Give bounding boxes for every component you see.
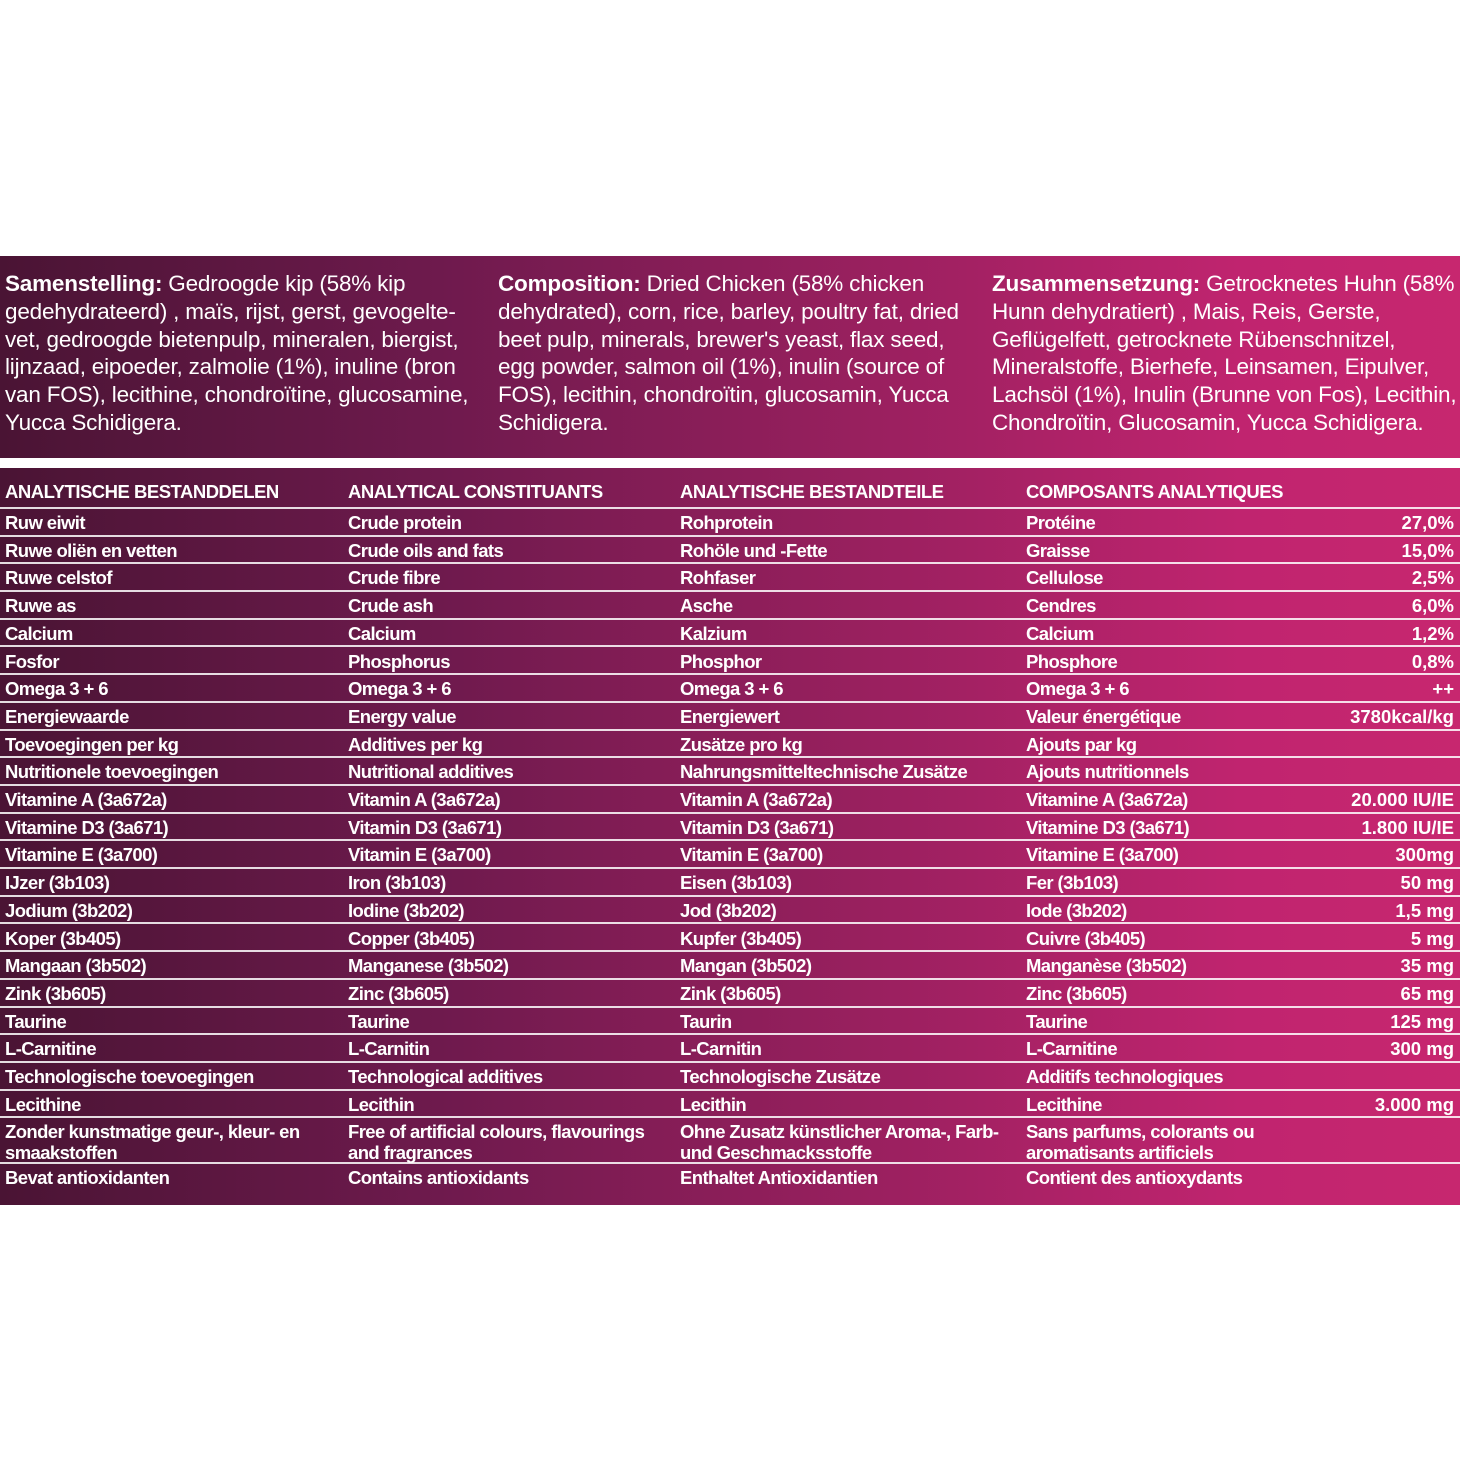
cell-english: Crude fibre xyxy=(348,567,441,589)
cell-dutch: Vitamine A (3a672a) xyxy=(5,789,167,810)
cell-dutch: Fosfor xyxy=(5,650,59,672)
table-row xyxy=(0,869,1460,897)
cell-value: 2,5% xyxy=(1411,567,1454,589)
composition-dutch-text: Gedroogde kip (58% kip gedehydrateerd) , maïs, rijst, gerst, gevogelte-vet, gedroogde bietenpulp, mineralen, biergist, lijnzaad, eipoeder, zalmolie (1%), inuline (bron van FOS), lecithine, chondroïtine, glucosamine, Yucca Schidigera. xyxy=(5,271,469,435)
cell-german: Omega 3 + 6 xyxy=(680,678,783,700)
cell-french: Ajouts par kg xyxy=(1026,733,1137,755)
cell-value: 0,8% xyxy=(1411,650,1454,672)
cell-english: Iodine (3b202) xyxy=(348,899,464,921)
header-french: COMPOSANTS ANALYTIQUES xyxy=(1026,481,1283,502)
cell-value: 300mg xyxy=(1395,844,1454,866)
table-row xyxy=(0,786,1460,814)
cell-english: Zinc (3b605) xyxy=(348,982,449,1004)
cell-value: 1,2% xyxy=(1411,622,1454,644)
cell-english: Calcium xyxy=(348,622,416,644)
cell-english: L-Carnitin xyxy=(348,1038,430,1060)
cell-value: 5 mg xyxy=(1410,927,1454,949)
cell-english: Technological additives xyxy=(348,1066,543,1087)
cell-value: 6,0% xyxy=(1411,595,1454,617)
cell-german: Eisen (3b103) xyxy=(680,872,792,894)
composition-english-text: Dried Chicken (58% chicken dehydrated), corn, rice, barley, poultry fat, dried beet pulp, minerals, brewer's yeast, flax seed, egg powder, salmon oil (1%), inulin (source of FOS), lecithin, chondroïtin, glucosamin, Yucca Schidigera. xyxy=(498,271,959,435)
table-row xyxy=(0,675,1460,703)
cell-dutch: Vitamine E (3a700) xyxy=(5,844,158,866)
analytical-table xyxy=(0,468,1460,1205)
table-row xyxy=(0,509,1460,537)
cell-dutch: Technologische toevoegingen xyxy=(5,1066,254,1087)
cell-french: Graisse xyxy=(1026,539,1090,561)
table-row xyxy=(0,841,1460,869)
composition-german xyxy=(992,270,1460,437)
cell-english: Vitamin D3 (3a671) xyxy=(348,816,502,838)
table-row xyxy=(0,980,1460,1008)
cell-dutch: Ruwe oliën en vetten xyxy=(5,539,178,561)
table-row xyxy=(0,564,1460,592)
cell-english: Vitamin E (3a700) xyxy=(348,844,491,866)
cell-french: Additifs technologiques xyxy=(1026,1066,1223,1087)
cell-dutch: IJzer (3b103) xyxy=(5,872,110,894)
cell-value: ++ xyxy=(1432,678,1454,700)
cell-value: 1.800 IU/IE xyxy=(1361,816,1454,838)
composition-dutch-label: Samenstelling: xyxy=(5,271,163,296)
cell-german: Rohprotein xyxy=(680,512,773,533)
cell-english: Contains antioxidants xyxy=(348,1167,529,1189)
cell-dutch: Zonder kunstmatige geur-, kleur- en smaakstoffen xyxy=(5,1121,300,1164)
cell-english: Vitamin A (3a672a) xyxy=(348,789,501,810)
table-row xyxy=(0,1164,1460,1192)
composition-english-label: Composition: xyxy=(498,271,641,296)
cell-german: Asche xyxy=(680,595,733,617)
cell-value: 15,0% xyxy=(1401,539,1454,561)
cell-french: Manganèse (3b502) xyxy=(1026,955,1187,977)
header-english: ANALYTICAL CONSTITUANTS xyxy=(348,481,603,502)
cell-french: Vitamine E (3a700) xyxy=(1026,844,1179,866)
table-header-row xyxy=(0,468,1460,509)
table-row xyxy=(0,648,1460,676)
cell-german: Lecithin xyxy=(680,1093,747,1115)
cell-french: Contient des antioxydants xyxy=(1026,1167,1243,1189)
table-row xyxy=(0,1091,1460,1119)
cell-german: Technologische Zusätze xyxy=(680,1066,881,1087)
composition-dutch xyxy=(5,270,475,437)
cell-german: L-Carnitin xyxy=(680,1038,762,1060)
cell-german: Nahrungsmitteltechnische Zusätze xyxy=(680,761,968,783)
cell-french: Iode (3b202) xyxy=(1026,899,1127,921)
cell-german: Energiewert xyxy=(680,705,780,727)
cell-french: Taurine xyxy=(1026,1010,1088,1032)
cell-french: Lecithine xyxy=(1026,1093,1102,1115)
cell-dutch: Vitamine D3 (3a671) xyxy=(5,816,169,838)
cell-german: Rohöle und -Fette xyxy=(680,539,828,561)
cell-german: Zink (3b605) xyxy=(680,982,781,1004)
cell-french: Protéine xyxy=(1026,512,1096,533)
cell-french: Cellulose xyxy=(1026,567,1103,589)
table-row xyxy=(0,925,1460,953)
cell-dutch: Ruwe celstof xyxy=(5,567,112,589)
cell-dutch: Koper (3b405) xyxy=(5,927,121,949)
cell-value: 27,0% xyxy=(1401,512,1454,533)
cell-dutch: Ruwe as xyxy=(5,595,76,617)
cell-german: Vitamin A (3a672a) xyxy=(680,789,833,810)
header-dutch: ANALYTISCHE BESTANDDELEN xyxy=(5,481,279,502)
cell-english: Additives per kg xyxy=(348,733,483,755)
cell-dutch: Lecithine xyxy=(5,1093,81,1115)
cell-dutch: Mangaan (3b502) xyxy=(5,955,147,977)
table-row xyxy=(0,1035,1460,1063)
cell-dutch: Ruw eiwit xyxy=(5,512,85,533)
cell-english: Manganese (3b502) xyxy=(348,955,509,977)
composition-english xyxy=(498,270,968,437)
cell-english: Crude protein xyxy=(348,512,462,533)
table-row xyxy=(0,620,1460,648)
cell-german: Mangan (3b502) xyxy=(680,955,812,977)
cell-value: 300 mg xyxy=(1390,1038,1454,1060)
cell-dutch: Taurine xyxy=(5,1010,67,1032)
cell-english: Crude ash xyxy=(348,595,434,617)
cell-value: 3.000 mg xyxy=(1374,1093,1454,1115)
cell-french: Phosphore xyxy=(1026,650,1118,672)
cell-dutch: Toevoegingen per kg xyxy=(5,733,179,755)
cell-german: Jod (3b202) xyxy=(680,899,777,921)
cell-value: 35 mg xyxy=(1400,955,1454,977)
cell-german: Vitamin E (3a700) xyxy=(680,844,823,866)
table-row xyxy=(0,703,1460,731)
cell-value: 50 mg xyxy=(1400,872,1454,894)
cell-german: Ohne Zusatz künstlicher Aroma-, Farb- und Geschmacksstoffe xyxy=(680,1121,999,1164)
cell-english: Taurine xyxy=(348,1010,410,1032)
cell-value: 20.000 IU/IE xyxy=(1351,789,1454,810)
composition-german-label: Zusammensetzung: xyxy=(992,271,1201,296)
cell-german: Taurin xyxy=(680,1010,732,1032)
table-row xyxy=(0,537,1460,565)
cell-french: Sans parfums, colorants ou aromatisants artificiels xyxy=(1026,1121,1255,1164)
cell-value: 1,5 mg xyxy=(1395,899,1454,921)
cell-french: Cuivre (3b405) xyxy=(1026,927,1146,949)
cell-german: Kalzium xyxy=(680,622,747,644)
cell-french: Fer (3b103) xyxy=(1026,872,1119,894)
cell-english: Iron (3b103) xyxy=(348,872,446,894)
composition-panel xyxy=(0,256,1460,458)
cell-english: Omega 3 + 6 xyxy=(348,678,451,700)
cell-dutch: Zink (3b605) xyxy=(5,982,106,1004)
cell-english: Crude oils and fats xyxy=(348,539,504,561)
cell-english: Free of artificial colours, flavourings and fragrances xyxy=(348,1121,645,1164)
table-row xyxy=(0,1063,1460,1091)
table-row xyxy=(0,897,1460,925)
cell-german: Zusätze pro kg xyxy=(680,733,803,755)
table-row xyxy=(0,758,1460,786)
cell-french: Cendres xyxy=(1026,595,1096,617)
cell-german: Kupfer (3b405) xyxy=(680,927,802,949)
cell-french: Valeur énergétique xyxy=(1026,705,1181,727)
table-row xyxy=(0,592,1460,620)
cell-german: Rohfaser xyxy=(680,567,756,589)
cell-french: Zinc (3b605) xyxy=(1026,982,1127,1004)
cell-english: Energy value xyxy=(348,705,456,727)
cell-english: Nutritional additives xyxy=(348,761,514,783)
cell-value: 65 mg xyxy=(1400,982,1454,1004)
cell-french: Calcium xyxy=(1026,622,1094,644)
cell-dutch: Jodium (3b202) xyxy=(5,899,133,921)
cell-value: 3780kcal/kg xyxy=(1350,705,1454,727)
table-row xyxy=(0,731,1460,759)
table-row xyxy=(0,952,1460,980)
cell-english: Phosphorus xyxy=(348,650,450,672)
cell-german: Enthaltet Antioxidantien xyxy=(680,1167,878,1189)
cell-german: Vitamin D3 (3a671) xyxy=(680,816,834,838)
cell-dutch: L-Carnitine xyxy=(5,1038,97,1060)
cell-dutch: Energiewaarde xyxy=(5,705,129,727)
composition-german-text: Getrocknetes Huhn (58% Hunn dehydratiert) , Mais, Reis, Gerste, Geflügelfett, getrocknete Rübenschnitzel, Mineralstoffe, Bierhefe, Leinsamen, Eipulver, Lachsöl (1%), Inulin (Brunne von Fos), Lecithin, Chondroïtin, Glucosamin, Yucca Schidigera. xyxy=(992,271,1457,435)
cell-value: 125 mg xyxy=(1390,1010,1454,1032)
cell-french: Ajouts nutritionnels xyxy=(1026,761,1189,783)
cell-dutch: Omega 3 + 6 xyxy=(5,678,108,700)
cell-french: L-Carnitine xyxy=(1026,1038,1118,1060)
cell-german: Phosphor xyxy=(680,650,762,672)
table-row xyxy=(0,814,1460,842)
table-row xyxy=(0,1008,1460,1036)
cell-dutch: Nutritionele toevoegingen xyxy=(5,761,219,783)
cell-english: Lecithin xyxy=(348,1093,415,1115)
header-german: ANALYTISCHE BESTANDTEILE xyxy=(680,481,944,502)
cell-french: Vitamine A (3a672a) xyxy=(1026,789,1188,810)
cell-french: Vitamine D3 (3a671) xyxy=(1026,816,1190,838)
cell-dutch: Bevat antioxidanten xyxy=(5,1167,170,1189)
cell-dutch: Calcium xyxy=(5,622,73,644)
table-row xyxy=(0,1118,1460,1164)
cell-english: Copper (3b405) xyxy=(348,927,475,949)
cell-french: Omega 3 + 6 xyxy=(1026,678,1129,700)
